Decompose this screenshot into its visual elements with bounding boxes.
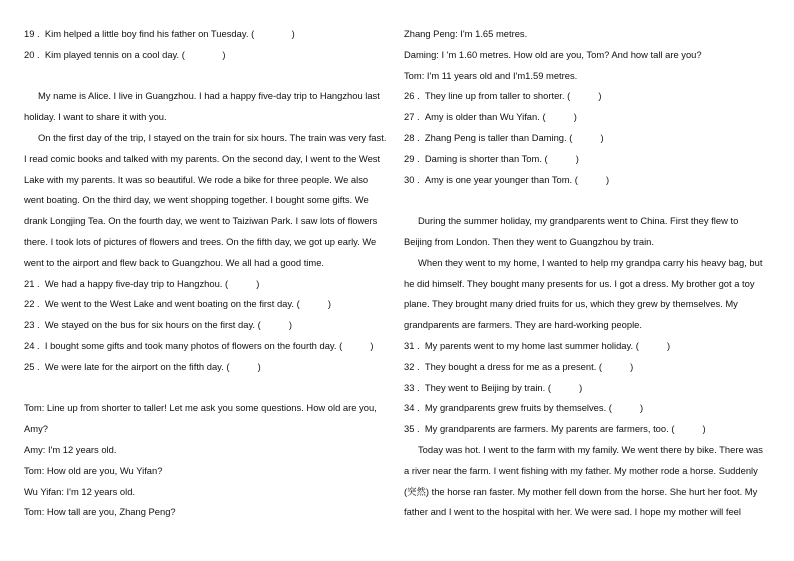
answer-blank[interactable]: ( ) <box>226 360 261 372</box>
questions-26-30 <box>404 86 770 190</box>
question-31: 31 . My parents went to my home last summer holiday. ( ) <box>404 336 770 357</box>
answer-blank[interactable]: ( ) <box>547 381 583 393</box>
passage-line: he did himself. They bought many presents for us. I got a dress. My brother got a toy <box>404 277 755 289</box>
passage-line: (突然) the horse ran faster. My mother fell down from the horse. She hurt her foot. My <box>404 485 758 497</box>
question-text: They went to Beijing by train. <box>424 381 546 393</box>
spacer <box>404 190 770 211</box>
passage-line: On the first day of the trip, I stayed on the train for six hours. The train was very fast. <box>38 131 387 143</box>
passage-line: plane. They brought many dried fruits for us, which they grew by themselves. My <box>404 298 738 310</box>
spacer <box>24 66 394 87</box>
answer-blank[interactable]: ( ) <box>181 48 226 60</box>
question-number: 27 <box>404 111 415 123</box>
question-34: 34 . My grandparents grew fruits by themselves. ( ) <box>404 398 770 419</box>
question-number: 34 <box>404 402 415 414</box>
right-column <box>404 24 770 523</box>
question-number: 28 <box>404 131 415 143</box>
question-23: 23 . We stayed on the bus for six hours on the first day. ( ) <box>24 315 394 336</box>
questions-31-35 <box>404 336 770 440</box>
question-number: 19 <box>24 28 35 39</box>
question-35: 35 . My grandparents are farmers. My parents are farmers, too. ( ) <box>404 419 770 440</box>
passage-line: When they went to my home, I wanted to help my grandpa carry his heavy bag, but <box>418 256 763 268</box>
answer-blank[interactable]: ( ) <box>225 277 260 289</box>
question-text: We had a happy five-day trip to Hangzhou. <box>44 277 223 289</box>
dialogue-line: Amy? <box>24 423 48 435</box>
question-number: 29 <box>404 152 415 164</box>
passage-line: there. I took lots of pictures of flowers and trees. On the fifth day, we got up early. We <box>24 235 377 247</box>
question-32: 32 . They bought a dress for me as a present. ( ) <box>404 357 770 378</box>
question-text: They line up from taller to shorter. <box>424 90 565 102</box>
question-text: We went to the West Lake and went boating on the first day. <box>44 298 294 310</box>
passage-line: Beijing from London. Then they went to Guangzhou by train. <box>404 235 654 247</box>
passage-line: holiday. I want to share it with you. <box>24 111 167 123</box>
dialogue-line: Amy: I'm 12 years old. <box>24 443 117 455</box>
answer-blank[interactable]: ( ) <box>251 28 295 39</box>
question-number: 32 <box>404 360 415 372</box>
dialogue-line: Tom: Line up from shorter to taller! Let me ask you some questions. How old are you, <box>24 402 377 414</box>
answer-blank[interactable]: ( ) <box>257 319 293 331</box>
question-text: My grandparents are farmers. My parents are farmers, too. <box>424 423 669 435</box>
passage-line: Today was hot. I went to the farm with my family. We went there by bike. There was <box>418 443 763 455</box>
dialogue-line: Wu Yifan: I'm 12 years old. <box>24 485 136 497</box>
question-33: 33 . They went to Beijing by train. ( ) <box>404 378 770 399</box>
question-text: They bought a dress for me as a present. <box>424 360 597 372</box>
dialogue-line: Tom: I'm 11 years old and I'm1.59 metres. <box>404 69 578 81</box>
answer-blank[interactable]: ( ) <box>339 339 374 351</box>
question-25: 25 . We were late for the airport on the fifth day. ( ) <box>24 357 394 378</box>
passage-line: a river near the farm. I went fishing with my father. My mother rode a horse. Suddenly <box>404 464 758 476</box>
question-20: 20 . Kim played tennis on a cool day. ( ) <box>24 45 394 66</box>
question-text: My grandparents grew fruits by themselves. <box>424 402 607 414</box>
question-30: 30 . Amy is one year younger than Tom. ( ) <box>404 170 770 191</box>
answer-blank[interactable]: ( ) <box>635 339 671 351</box>
question-number: 21 <box>24 277 35 289</box>
questions-21-25 <box>24 274 394 378</box>
question-text: Zhang Peng is taller than Daming. <box>424 131 567 143</box>
dialogue-line: Zhang Peng: I'm 1.65 metres. <box>404 28 528 39</box>
question-number: 22 <box>24 298 35 310</box>
question-text: We stayed on the bus for six hours on the first day. <box>44 319 256 331</box>
answer-blank[interactable]: ( ) <box>671 423 706 435</box>
question-text: I bought some gifts and took many photos of flowers on the fourth day. <box>44 339 337 351</box>
passage-grandparents <box>404 211 770 336</box>
passage-farm <box>404 440 770 523</box>
question-28: 28 . Zhang Peng is taller than Daming. ( ) <box>404 128 770 149</box>
question-number: 25 <box>24 360 35 372</box>
question-21: 21 . We had a happy five-day trip to Hangzhou. ( ) <box>24 274 394 295</box>
question-text: Kim helped a little boy find his father on Tuesday. <box>44 28 249 39</box>
spacer <box>24 378 394 399</box>
answer-blank[interactable]: ( ) <box>544 152 579 164</box>
dialogue-continued <box>404 24 770 86</box>
answer-blank[interactable]: ( ) <box>598 360 634 372</box>
passage-line: Lake with my parents. It was so beautiful. We rode a bike for three people. We also <box>24 173 369 185</box>
passage-line: went to the airport and flew back to Guangzhou. We all had a good time. <box>24 256 325 268</box>
answer-blank[interactable]: ( ) <box>296 298 331 310</box>
question-number: 20 <box>24 48 35 60</box>
question-27: 27 . Amy is older than Wu Yifan. ( ) <box>404 107 770 128</box>
question-number: 23 <box>24 319 35 331</box>
question-19: 19 . Kim helped a little boy find his father on Tuesday. ( ) <box>24 24 394 45</box>
question-text: Amy is one year younger than Tom. <box>424 173 573 185</box>
question-text: We were late for the airport on the fifth day. <box>44 360 224 372</box>
question-22: 22 . We went to the West Lake and went boating on the first day. ( ) <box>24 294 394 315</box>
question-number: 33 <box>404 381 415 393</box>
passage-line: drank Longjing Tea. On the fourth day, we went to Taiziwan Park. I saw lots of flowers <box>24 215 378 227</box>
question-text: Amy is older than Wu Yifan. <box>424 111 540 123</box>
question-number: 35 <box>404 423 415 435</box>
dialogue-height <box>24 398 394 523</box>
passage-alice <box>24 86 394 273</box>
passage-line: grandparents are farmers. They are hard-working people. <box>404 319 642 331</box>
question-number: 26 <box>404 90 415 102</box>
passage-line: father and I went to the hospital with her. We were sad. I hope my mother will feel <box>404 506 741 518</box>
answer-blank[interactable]: ( ) <box>542 111 577 123</box>
answer-blank[interactable]: ( ) <box>574 173 610 185</box>
question-number: 24 <box>24 339 35 351</box>
passage-line: I read comic books and talked with my parents. On the second day, I went to the West <box>24 152 381 164</box>
dialogue-line: Tom: How tall are you, Zhang Peng? <box>24 506 176 518</box>
question-24: 24 . I bought some gifts and took many photos of flowers on the fourth day. ( ) <box>24 336 394 357</box>
passage-line: During the summer holiday, my grandparents went to China. First they flew to <box>418 215 739 227</box>
question-number: 31 <box>404 339 415 351</box>
answer-blank[interactable]: ( ) <box>567 90 602 102</box>
dialogue-line: Tom: How old are you, Wu Yifan? <box>24 464 163 476</box>
left-column <box>24 24 394 523</box>
question-text: Daming is shorter than Tom. <box>424 152 542 164</box>
question-26: 26 . They line up from taller to shorter. ( ) <box>404 86 770 107</box>
dialogue-line: Daming: I 'm 1.60 metres. How old are you, Tom? And how tall are you? <box>404 48 702 60</box>
question-text: Kim played tennis on a cool day. <box>44 48 180 60</box>
passage-line: went boating. On the third day, we went shopping together. I bought some gifts. We <box>24 194 369 206</box>
answer-blank[interactable]: ( ) <box>569 131 604 143</box>
question-29: 29 . Daming is shorter than Tom. ( ) <box>404 149 770 170</box>
question-text: My parents went to my home last summer holiday. <box>424 339 634 351</box>
question-number: 30 <box>404 173 415 185</box>
answer-blank[interactable]: ( ) <box>608 402 644 414</box>
passage-line: My name is Alice. I live in Guangzhou. I had a happy five-day trip to Hangzhou last <box>38 90 380 102</box>
